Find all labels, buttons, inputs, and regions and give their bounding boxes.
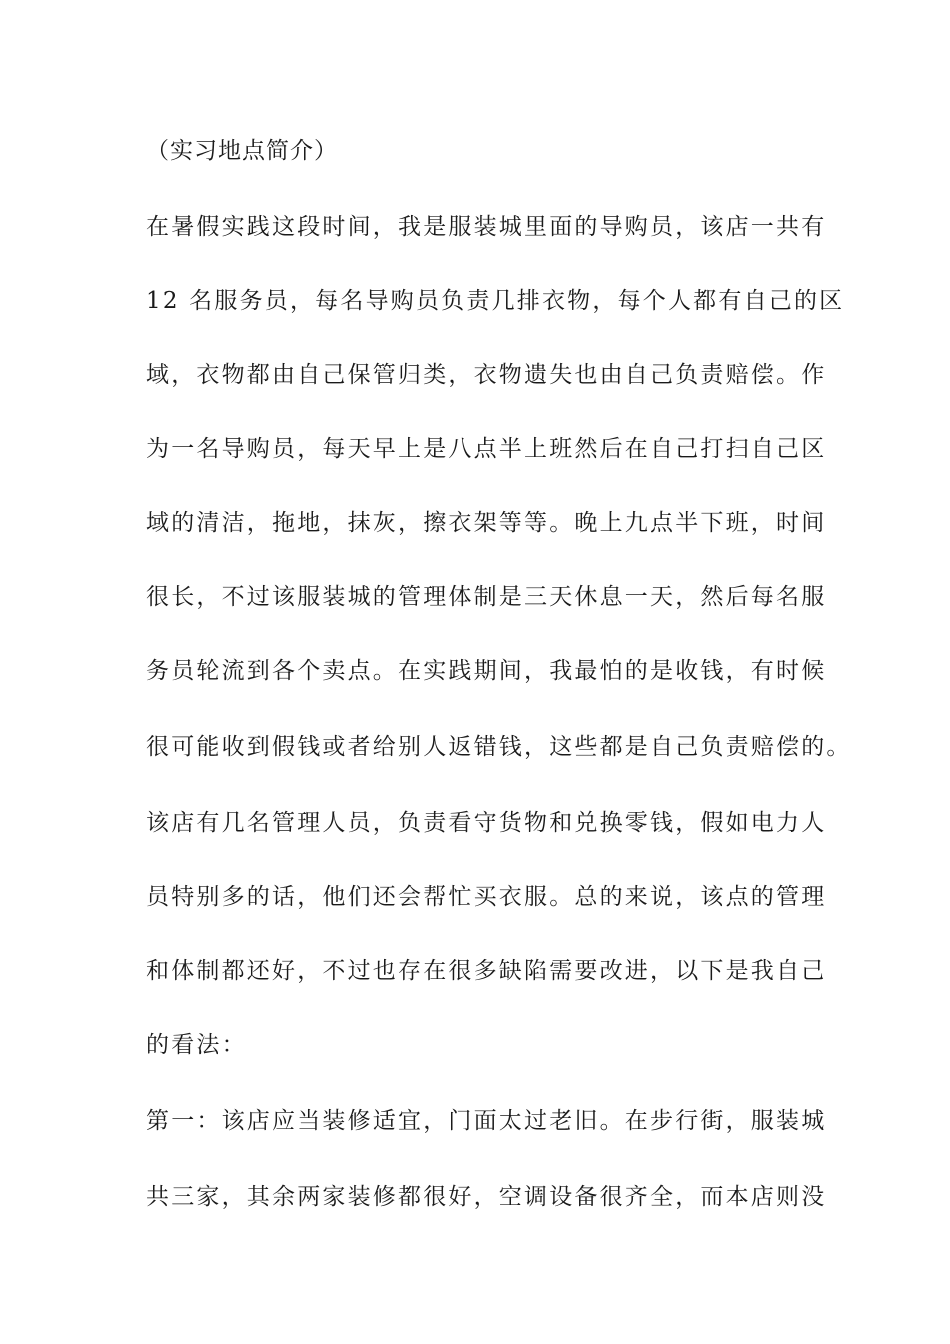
paragraph-line: 在暑假实践这段时间，我是服装城里面的导购员，该店一共有: [146, 214, 827, 240]
paragraph-line: 域的清洁，拖地，抹灰，擦衣架等等。晚上九点半下班，时间: [146, 510, 827, 536]
paragraph-line: 务员轮流到各个卖点。在实践期间，我最怕的是收钱，有时候: [146, 658, 827, 684]
paragraph-line: 共三家，其余两家装修都很好，空调设备很齐全，而本店则没: [146, 1184, 827, 1210]
paragraph-line: 为一名导购员，每天早上是八点半上班然后在自己打扫自己区: [146, 436, 827, 462]
paragraph-line: 员特别多的话，他们还会帮忙买衣服。总的来说，该点的管理: [146, 884, 827, 910]
paragraph-line: 很可能收到假钱或者给别人返错钱，这些都是自己负责赔偿的。: [146, 734, 852, 760]
paragraph-line: 域，衣物都由自己保管归类，衣物遗失也由自己负责赔偿。作: [146, 362, 827, 388]
paragraph-line: 和体制都还好，不过也存在很多缺陷需要改进，以下是我自己: [146, 958, 827, 984]
paragraph-line: 12 名服务员，每名导购员负责几排衣物，每个人都有自己的区: [146, 288, 845, 314]
paragraph-line: 第一：该店应当装修适宜，门面太过老旧。在步行街，服装城: [146, 1108, 827, 1134]
section-heading: （实习地点简介）: [146, 138, 338, 164]
paragraph-line: 的看法：: [146, 1032, 247, 1058]
paragraph-line: 很长，不过该服装城的管理体制是三天休息一天，然后每名服: [146, 584, 827, 610]
paragraph-line: 该店有几名管理人员，负责看守货物和兑换零钱，假如电力人: [146, 810, 827, 836]
